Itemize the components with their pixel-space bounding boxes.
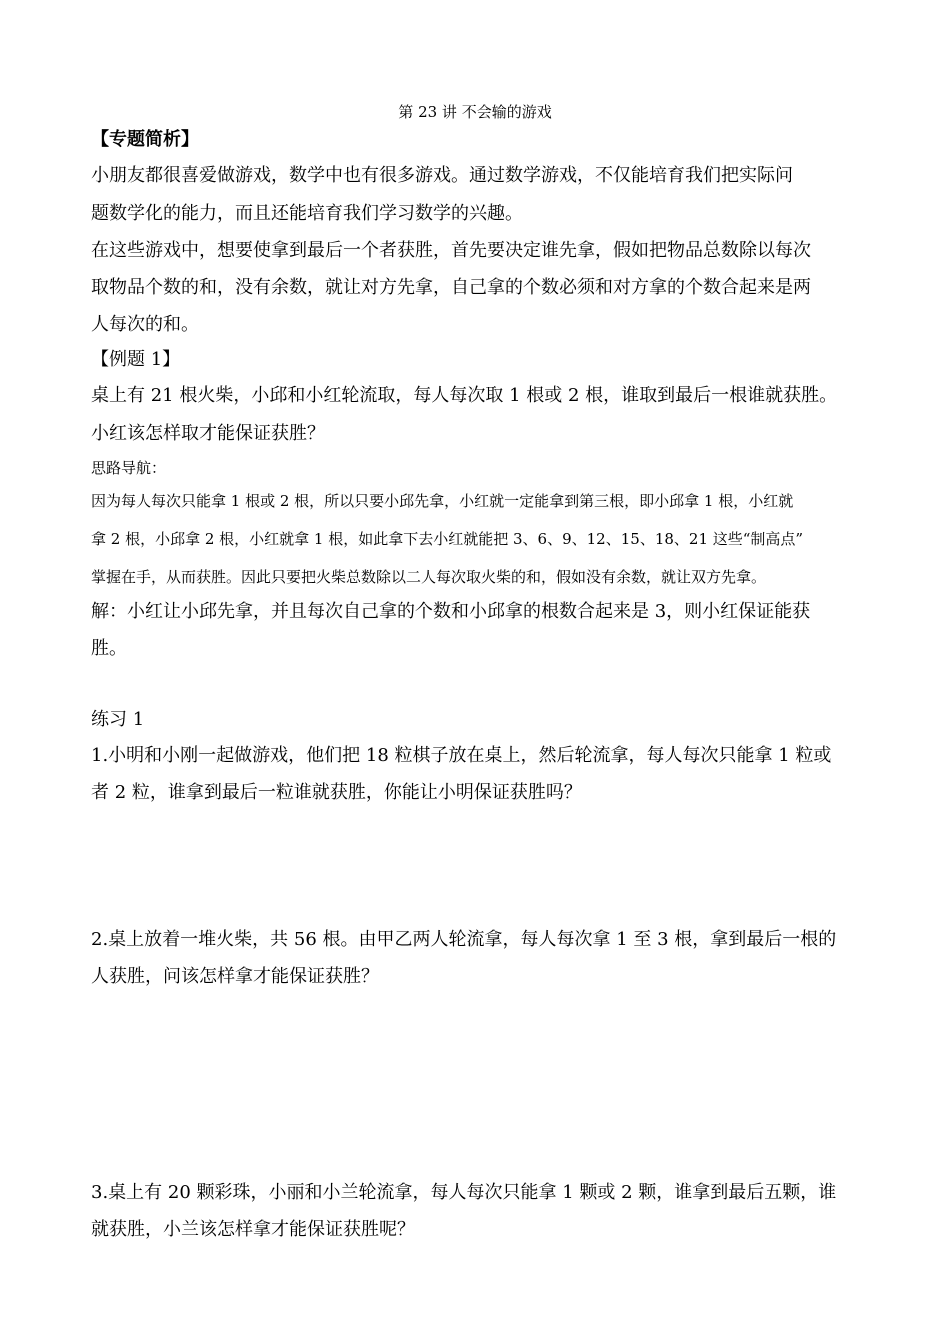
practice-question-2-line: 人获胜，问该怎样拿才能保证获胜？ [91,966,379,987]
hint-line: 因为每人每次只能拿 1 根或 2 根，所以只要小邱先拿，小红就一定能拿到第三根，即小邱拿 1 根，小红就 [91,492,794,510]
example-heading: 【例题 1】 [91,349,181,370]
analysis-paragraph-line: 小朋友都很喜爱做游戏，数学中也有很多游戏。通过数学游戏，不仅能培育我们把实际问 [91,165,793,186]
analysis-paragraph-line: 取物品个数的和，没有余数，就让对方先拿，自己拿的个数必须和对方拿的个数合起来是两 [91,277,811,298]
practice-heading: 练习 1 [91,709,145,730]
example-question-line: 小红该怎样取才能保证获胜？ [91,423,325,444]
hint-line: 拿 2 根，小邱拿 2 根，小红就拿 1 根，如此拿下去小红就能把 3、6、9、12、15、18、21 这些“制高点” [91,530,804,548]
practice-question-3-line: 就获胜，小兰该怎样拿才能保证获胜呢？ [91,1219,415,1240]
lecture-title: 第 23 讲 不会输的游戏 [398,103,552,121]
analysis-heading: 【专题简析】 [91,129,199,150]
analysis-paragraph-line: 人每次的和。 [91,314,199,335]
practice-question-2-line: 2.桌上放着一堆火柴，共 56 根。由甲乙两人轮流拿，每人每次拿 1 至 3 根，拿到最后一根的 [91,929,837,950]
practice-question-1-line: 1.小明和小刚一起做游戏，他们把 18 粒棋子放在桌上，然后轮流拿，每人每次只能拿 1 粒或 [91,745,832,766]
analysis-paragraph-line: 在这些游戏中，想要使拿到最后一个者获胜，首先要决定谁先拿，假如把物品总数除以每次 [91,240,811,261]
hint-label: 思路导航： [91,459,167,477]
example-question-line: 桌上有 21 根火柴，小邱和小红轮流取，每人每次取 1 根或 2 根，谁取到最后一根谁就获胜。 [91,385,838,406]
solution-line: 胜。 [91,638,127,659]
analysis-paragraph-line: 题数学化的能力，而且还能培育我们学习数学的兴趣。 [91,203,523,224]
solution-line: 解：小红让小邱先拿，并且每次自己拿的个数和小邱拿的根数合起来是 3，则小红保证能获 [91,601,811,622]
hint-line: 掌握在手，从而获胜。因此只要把火柴总数除以二人每次取火柴的和，假如没有余数，就让双方先拿。 [91,568,767,586]
practice-question-3-line: 3.桌上有 20 颗彩珠，小丽和小兰轮流拿，每人每次只能拿 1 颗或 2 颗，谁拿到最后五颗，谁 [91,1182,837,1203]
practice-question-1-line: 者 2 粒，谁拿到最后一粒谁就获胜，你能让小明保证获胜吗？ [91,782,582,803]
